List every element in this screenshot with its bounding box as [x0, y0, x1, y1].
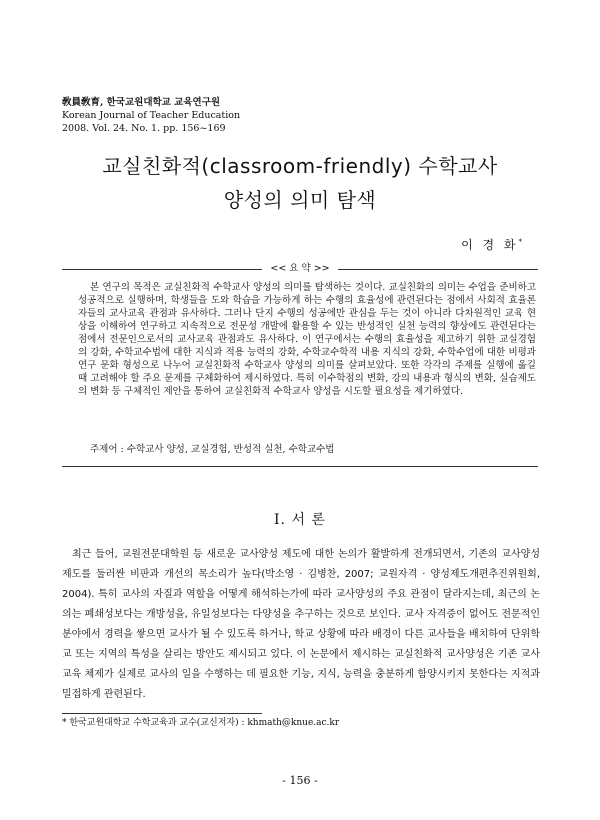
- abstract-header: [62, 263, 538, 275]
- footnote: * 한국교원대학교 수학교육과 교수(교신저자) : khmath@knue.ac.kr: [62, 718, 340, 728]
- journal-name-english: Korean Journal of Teacher Education: [62, 110, 241, 121]
- author-name: 이 경 화: [461, 238, 519, 252]
- section-heading: I. 서 론: [274, 512, 326, 528]
- body-paragraph: 최근 들어, 교원전문대학원 등 새로운 교사양성 제도에 대한 논의가 활발하게 전개되면서, 기존의 교사양성 제도를 둘러싼 비판과 개선의 목소리가 높다(박소영 · 김병찬, 2007; 교원자격 · 양성제도개편추진위원회, 2004). 특히 교사의 자질과 역할을 어떻게 해석하는가에 따라 교사양성의 주요 관점이 달라지는데, 최근의 논의는 폐쇄성보다는 개방성을, 유일성보다는 다양성을 추구하는 것으로 보인다. 교사 자격증이 없어도 전문적인 분야에서 경력을 쌓으면 교사가 될 수 있도록 하거나, 학교 상황에 따라 배경이 다른 교사들을 배치하여 단위학교 또는 지역의 특성을 살리는 방안도 제시되고 있다. 이 논문에서 제시하는 교실친화적 교사양성은 기존 교사교육 체제가 실제로 교사의 일을 수행하는 데 필요한 기능, 지식, 능력을 충분하게 함양시키지 못한다는 지적과 밀접하게 관련된다.: [62, 549, 540, 700]
- page-number: - 156 -: [282, 774, 318, 787]
- journal-volume: 2008. Vol. 24. No. 1. pp. 156~169: [62, 123, 226, 134]
- author: [461, 236, 522, 253]
- abstract-bottom-rule: [62, 466, 538, 467]
- abstract-rule-right: [338, 269, 538, 270]
- abstract-label: << 요 약 >>: [270, 263, 330, 274]
- keywords: 주제어 : 수학교사 양성, 교실경험, 반성적 실천, 수학교수법: [90, 444, 335, 455]
- paper-title-line1: 교실친화적(classroom-friendly) 수학교사: [102, 154, 498, 178]
- author-mark: *: [518, 238, 522, 246]
- journal-info: [62, 96, 240, 135]
- footnote-rule: [62, 713, 262, 714]
- abstract-text: 본 연구의 목적은 교실친화적 수학교사 양성의 의미를 탐색하는 것이다. 교실친화의 의미는 수업을 준비하고 성공적으로 실행하며, 학생들을 도와 학습을 가능하게 하는 수행의 효율성에 관련된다는 점에서 사회적 효율론자들의 교사교육 관점과 유사하다. 그러나 단지 수행의 성공에만 관심을 두는 것이 아니라 다차원적인 교육 현상을 이해하여 연구하고 지속적으로 전문성 개발에 활용할 수 있는 반성적인 실천 능력의 향상에도 관련된다는 점에서 전문인으로서의 교사교육 관점과도 유사하다. 이 연구에서는 수행의 효율성을 제고하기 위한 교실경험의 강화, 수학교수법에 대한 지식과 적용 능력의 강화, 수학교수학적 내용 지식의 강화, 수학수업에 대한 비평과 연구 문화 형성으로 나누어 교실친화적 수학교사 양성의 의미를 살펴보았다. 또한 각각의 주제를 실행에 옮길 때 고려해야 할 주요 문제를 구체화하여 제시하였다. 특히 이수학점의 변화, 강의 내용과 형식의 변화, 실습제도의 변화 등 구체적인 제안을 통하여 교실친화적 수학교사 양성을 시도할 필요성을 제기하였다.: [78, 282, 536, 397]
- journal-name-korean: 敎員敎育, 한국교원대학교 교육연구원: [62, 97, 221, 108]
- paper-title-line2: 양성의 의미 탐색: [223, 188, 377, 212]
